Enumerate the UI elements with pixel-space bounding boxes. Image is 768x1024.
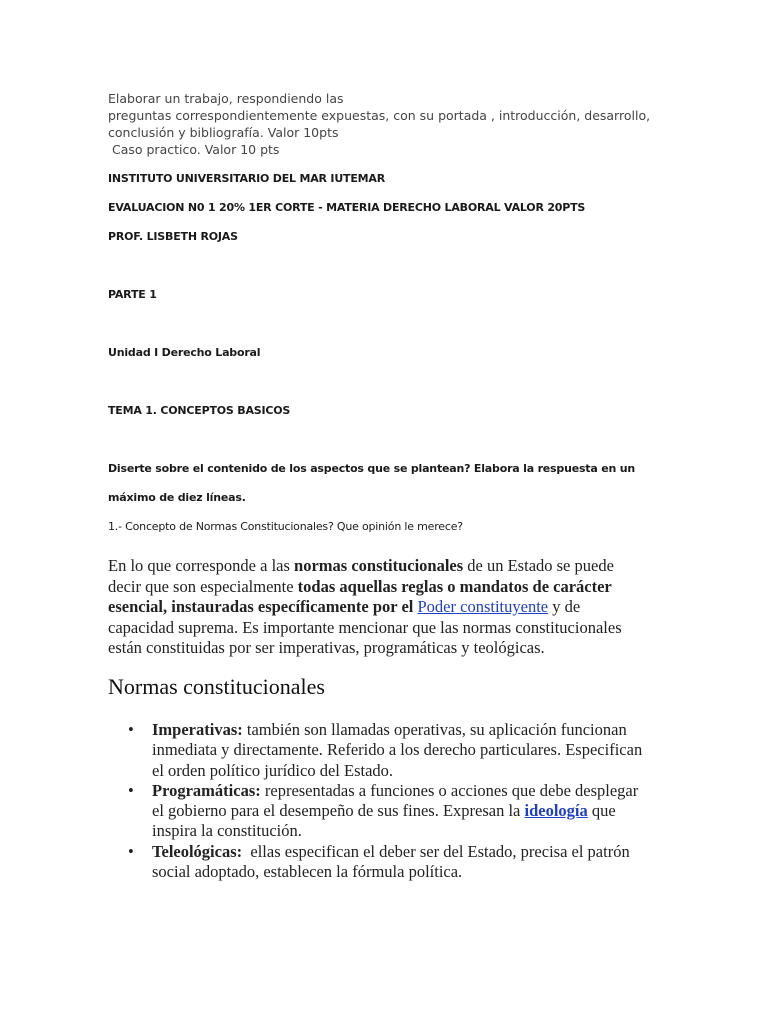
list-item	[128, 842, 688, 883]
item-line: inmediata y directamente. Referido a los derecho particulares. Especifican	[152, 740, 643, 760]
text-run: que	[587, 801, 616, 821]
text-run: ellas especifican el deber ser del Estado, precisa el patrón	[242, 841, 630, 861]
paragraph-line	[108, 597, 668, 618]
item-line	[152, 781, 688, 801]
evaluation-title: EVALUACION N0 1 20% 1ER CORTE - MATERIA DERECHO LABORAL VALOR 20PTS	[108, 201, 586, 214]
unit-title: Unidad I Derecho Laboral	[108, 346, 261, 359]
text-run: y de	[548, 597, 581, 616]
item-term: Teleológicas:	[152, 841, 243, 861]
text-run: En lo que corresponde a las	[108, 556, 295, 575]
text-run: también son llamadas operativas, su aplicación funcionan	[242, 720, 627, 739]
question-1: 1.- Concepto de Normas Constitucionales? Que opinión le merece?	[108, 520, 463, 533]
item-term: Programáticas:	[152, 780, 261, 800]
paragraph-line	[108, 577, 668, 598]
norms-list	[128, 720, 688, 882]
bold-phrase: todas aquellas reglas o mandatos de carácter	[297, 576, 612, 596]
intro-line: preguntas correspondientemente expuestas, con su portada , introducción, desarrollo,	[108, 108, 651, 123]
poder-constituyente-link[interactable]: Poder constituyente	[417, 597, 549, 616]
instruction-line: máximo de diez líneas.	[108, 491, 246, 504]
paragraph-line: están constituidas por ser imperativas, programáticas y teológicas.	[108, 638, 545, 657]
bold-phrase: esencial, instauradas específicamente por el	[108, 597, 418, 616]
paragraph-line: capacidad suprema. Es importante mencionar que las normas constitucionales	[108, 617, 622, 637]
intro-line: conclusión y bibliografía. Valor 10pts	[108, 125, 339, 140]
text-run: representadas a funciones o acciones que debe desplegar	[260, 780, 639, 800]
item-line	[152, 801, 688, 821]
institute-title: INSTITUTO UNIVERSITARIO DEL MAR IUTEMAR	[108, 172, 386, 185]
bullet-icon: •	[128, 780, 134, 800]
answer-paragraph	[108, 556, 668, 659]
item-line: el orden político jurídico del Estado.	[152, 760, 394, 780]
list-item	[128, 720, 688, 781]
bold-term: normas constitucionales	[294, 556, 464, 575]
ideologia-link[interactable]: ideología	[524, 801, 588, 821]
text-run: de un Estado se puede	[463, 556, 614, 575]
bullet-icon: •	[128, 841, 134, 861]
item-line	[152, 720, 688, 740]
instruction-line: Diserte sobre el contenido de los aspectos que se plantean? Elabora la respuesta en un	[108, 462, 636, 475]
paragraph-line	[108, 556, 668, 577]
intro-line: Elaborar un trabajo, respondiendo las	[108, 91, 344, 106]
item-term: Imperativas:	[152, 720, 243, 739]
section-heading: Normas constitucionales	[108, 674, 325, 699]
item-line: social adoptado, establecen la fórmula política.	[152, 862, 463, 882]
list-item	[128, 781, 688, 842]
text-run: el gobierno para el desempeño de sus fines. Expresan la	[152, 801, 525, 821]
text-run: decir que son especialmente	[108, 576, 298, 596]
intro-line: Caso practico. Valor 10 pts	[108, 142, 280, 157]
part-title: PARTE 1	[108, 288, 157, 301]
professor-name: PROF. LISBETH ROJAS	[108, 230, 238, 243]
bullet-icon: •	[128, 720, 134, 739]
item-line	[152, 842, 688, 862]
topic-title: TEMA 1. CONCEPTOS BASICOS	[108, 404, 291, 417]
assignment-instructions	[108, 90, 728, 158]
item-line: inspira la constitución.	[152, 821, 302, 841]
